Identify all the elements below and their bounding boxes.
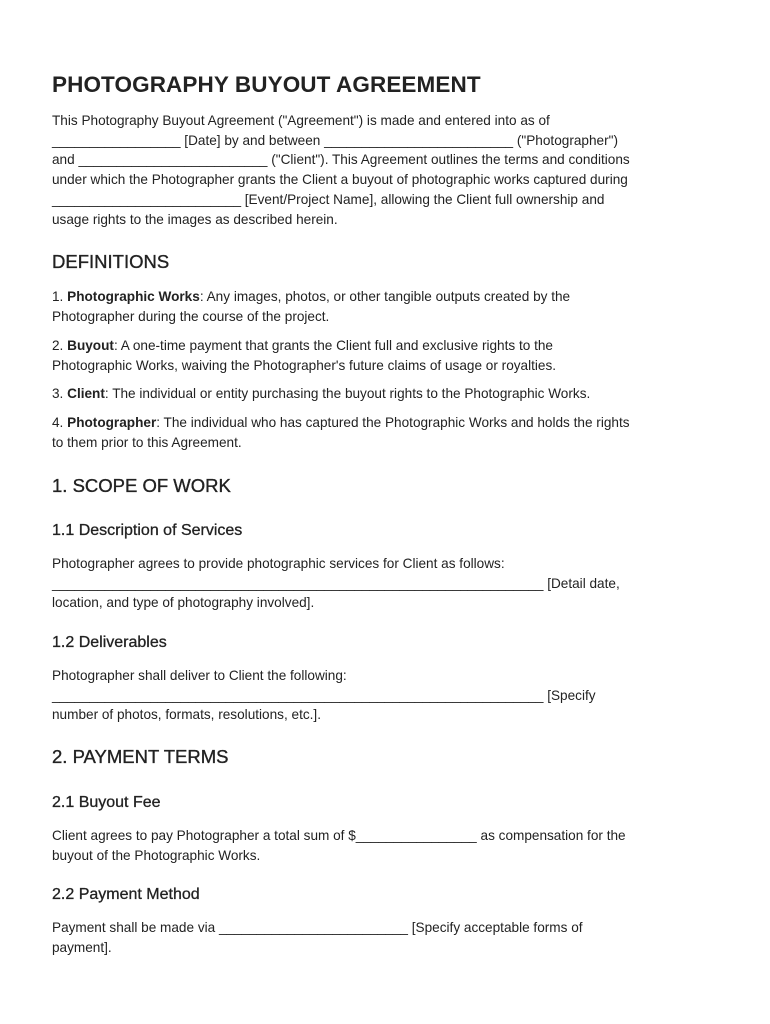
definition-item [52,384,732,404]
definition-number: 3. [52,386,68,401]
definition-text: : The individual who has captured the Photographic Works and holds the rights [156,415,630,430]
definition-item [52,287,732,326]
definition-text: Photographer during the course of the project. [52,308,330,324]
services-heading: 1.1 Description of Services [52,522,243,539]
intro-line: _________________ [Date] by and between _________________________ ("Photographer") [52,132,618,148]
method-line: payment]. [52,939,112,955]
definition-text: : Any images, photos, or other tangible outputs created by the [199,289,571,304]
definition-text: Photographic Works, waiving the Photographer's future claims of usage or royalties. [52,357,557,373]
definition-term: Photographic Works [67,289,200,304]
definition-number: 1. [52,289,68,304]
method-heading: 2.2 Payment Method [52,886,200,903]
fee-paragraph [52,826,732,865]
deliverables-line: number of photos, formats, resolutions, etc.]. [52,707,321,723]
intro-line: _________________________ [Event/Project Name], allowing the Client full ownership and [52,191,605,207]
definition-item [52,336,732,375]
scope-heading: 1. SCOPE OF WORK [52,475,231,496]
deliverables-paragraph [52,666,732,725]
intro-line: and _________________________ ("Client"). This Agreement outlines the terms and conditions [52,152,630,168]
fee-line: buyout of the Photographic Works. [52,847,261,863]
definition-term: Buyout [67,338,114,353]
services-line: _________________________________________________________________ [Detail date, [52,575,620,591]
definitions-heading: DEFINITIONS [52,251,170,272]
document-title: PHOTOGRAPHY BUYOUT AGREEMENT [52,72,481,97]
payment-heading: 2. PAYMENT TERMS [52,746,229,767]
method-line: Payment shall be made via _________________________ [Specify acceptable forms of [52,920,583,935]
definition-term: Photographer [67,415,157,430]
definition-number: 4. [52,415,68,430]
definition-item [52,413,732,452]
definition-text: to them prior to this Agreement. [52,434,242,450]
intro-paragraph [52,111,732,229]
definition-text: : A one-time payment that grants the Client full and exclusive rights to the [113,338,553,353]
fee-line: Client agrees to pay Photographer a total sum of $________________ as compensation for the [52,828,626,843]
services-paragraph [52,554,732,613]
intro-line: This Photography Buyout Agreement ("Agreement") is made and entered into as of [52,113,550,128]
deliverables-line: _________________________________________________________________ [Specify [52,687,596,703]
fee-heading: 2.1 Buyout Fee [52,794,161,811]
services-line: location, and type of photography involved]. [52,595,315,611]
deliverables-line: Photographer shall deliver to Client the following: [52,668,347,683]
definition-text: : The individual or entity purchasing the buyout rights to the Photographic Works. [104,386,591,401]
definition-term: Client [67,386,105,401]
intro-line: usage rights to the images as described herein. [52,211,338,227]
services-line: Photographer agrees to provide photographic services for Client as follows: [52,556,505,571]
definition-number: 2. [52,338,68,353]
deliverables-heading: 1.2 Deliverables [52,634,167,651]
intro-line: under which the Photographer grants the Client a buyout of photographic works captured during [52,172,628,188]
method-paragraph [52,918,732,957]
